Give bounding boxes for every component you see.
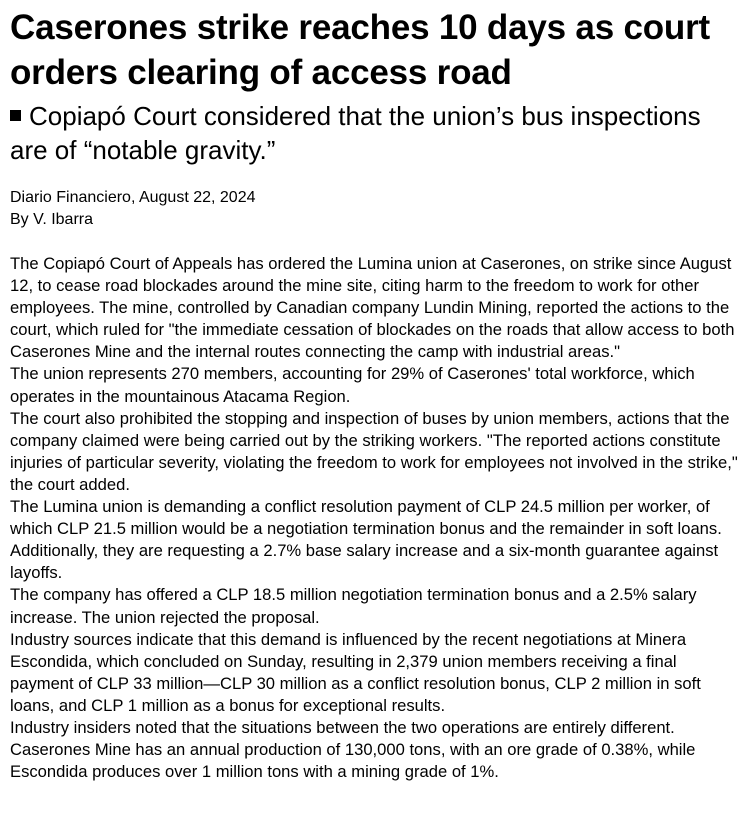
subheadline: [10, 99, 740, 167]
body-paragraph: The union represents 270 members, accounting for 29% of Caserones' total workforce, which operates in the mountainous Atacama Region.: [10, 364, 695, 406]
byline: By V. Ibarra: [10, 211, 94, 228]
article-meta: [10, 187, 740, 231]
body-paragraph: Industry sources indicate that this demand is influenced by the recent negotiations at Minera Escondida, which concluded on Sunday, resulting in 2,379 union members receiving a final payment of CLP 33 million—CLP 30 million as a conflict resolution bonus, CLP 2 million in soft loans, and CLP 1 million as a bonus for exceptional results.: [10, 629, 701, 715]
source-date: Diario Financiero, August 22, 2024: [10, 189, 256, 206]
body-paragraph: Industry insiders noted that the situations between the two operations are entirely different. Caserones Mine has an annual production of 130,000 tons, with an ore grade of 0.38%, while Escondida produces over 1 million tons with a mining grade of 1%.: [10, 717, 696, 782]
article-body: [10, 253, 740, 783]
square-bullet-icon: [10, 110, 21, 121]
subheadline-text: Copiapó Court considered that the union’s bus inspections are of “notable gravity.”: [10, 101, 701, 165]
headline: Caserones strike reaches 10 days as court orders clearing of access road: [10, 8, 710, 92]
body-paragraph: The company has offered a CLP 18.5 million negotiation termination bonus and a 2.5% salary increase. The union rejected the proposal.: [10, 585, 697, 627]
body-paragraph: The Copiapó Court of Appeals has ordered the Lumina union at Caserones, on strike since August 12, to cease road blockades around the mine site, citing harm to the freedom to work for other employees. The mine, controlled by Canadian company Lundin Mining, reported the actions to the court, which ruled for "the immediate cessation of blockades on the roads that allow access to both Caserones Mine and the internal routes connecting the camp with industrial areas.": [10, 254, 735, 362]
body-paragraph: The Lumina union is demanding a conflict resolution payment of CLP 24.5 million per worker, of which CLP 21.5 million would be a negotiation termination bonus and the remainder in soft loans. Additionally, they are requesting a 2.7% base salary increase and a six-month guarantee against layoffs.: [10, 497, 722, 583]
body-paragraph: The court also prohibited the stopping and inspection of buses by union members, actions that the company claimed were being carried out by the striking workers. "The reported actions constitute injuries of particular severity, violating the freedom to work for employees not involved in the strike," the court added.: [10, 408, 738, 494]
